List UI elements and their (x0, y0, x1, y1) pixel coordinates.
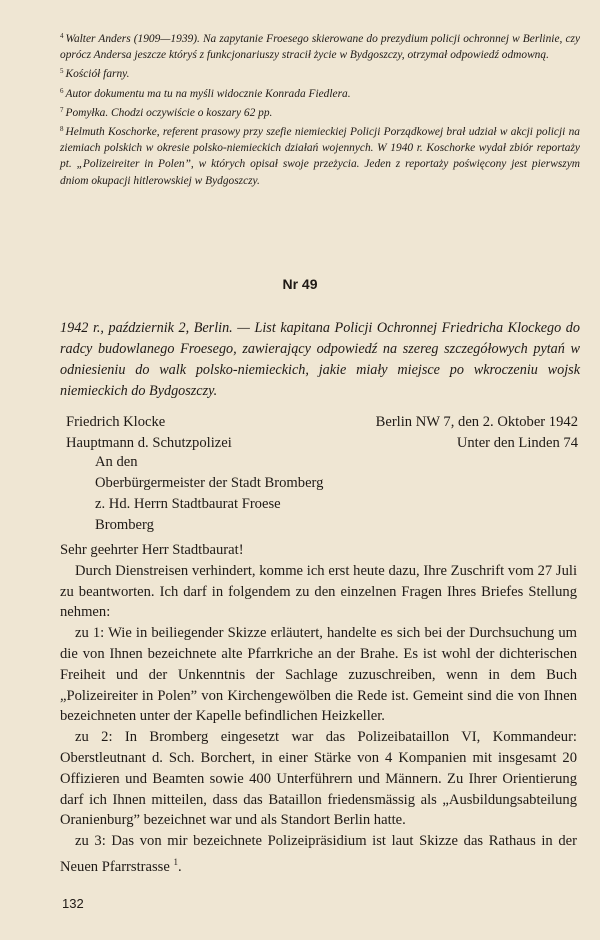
footnote-mark: 4 (60, 32, 64, 40)
page-number: 132 (62, 896, 84, 911)
footnote-5 (60, 63, 580, 82)
footnote-mark: 8 (60, 125, 64, 134)
footnote-reference: 1 (173, 856, 178, 867)
footnote-4 (60, 28, 580, 63)
letter-body (60, 540, 577, 878)
recipient-line: Bromberg (95, 517, 154, 533)
body-paragraph-text: zu 3: Das von mir bezeichnete Polizeipräsidium ist laut Skizze das Rathaus in der Neuen Pfarrstrasse (60, 833, 577, 875)
footnote-mark: 6 (60, 86, 64, 95)
sender-rank: Hauptmann d. Schutzpolizei (66, 435, 232, 451)
footnote-text: Helmuth Koschorke, referent prasowy przy szefie niemieckiej Policji Porządkowej brał udział w akcji policji na ziemiach polskich w okresie polsko-niemieckich działań wojennych. W 1940 r. Koschorke wydał zbiór reportaży pt. „Polizeireiter in Polen”, w których opisał swoje przeżycia. Jeden z reportaży poświęcony jest pierwszym dniom okupacji hitlerowskiej w Bydgoszczy. (60, 126, 580, 187)
body-paragraph: zu 2: In Bromberg eingesetzt war das Polizeibataillon VI, Kommandeur: Oberstleutnant d. Sch. Borchert, in einer Stärke von 4 Kompanien mit insgesamt 20 Offizieren und Beamten sowie 400 Unterführern und Männern. Zu Ihrer Orientierung darf ich Ihnen mitteilen, dass das Bataillon friedensmässig als „Ausbildungsabteilung Oranienburg” bezeichnet war und als Standort Berlin hatte. (60, 729, 577, 829)
footnote-8 (60, 121, 580, 189)
footnote-7 (60, 102, 580, 121)
footnote-mark: 7 (60, 105, 64, 114)
place-date-line: Berlin NW 7, den 2. Oktober 1942 (375, 414, 578, 430)
footnote-text: Walter Anders (1909—1939). Na zapytanie Froesego skierowane do prezydium policji ochronnej w Berlinie, czy oprócz Andersa jeszcze któryś z funkcjonariuszy stracił życie w Bydgoszczy, otrzymał odpowiedź odmowną. (60, 33, 580, 62)
footnote-6 (60, 83, 580, 102)
recipient-line: Oberbürgermeister der Stadt Bromberg (95, 475, 324, 491)
letter-place-date (376, 412, 578, 454)
address-line: Unter den Linden 74 (456, 435, 578, 451)
body-paragraph-last: zu 3: Das von mir bezeichnete Polizeipräsidium ist laut Skizze das Rathaus in der Neuen Pfarrstrasse $^1$. (60, 833, 577, 875)
document-number: Nr 49 (282, 276, 318, 292)
letter-recipient (95, 452, 323, 536)
document-summary: 1942 r., październik 2, Berlin. — List kapitana Policji Ochronnej Friedricha Klockego do radcy budowlanego Froesego, zawierający odpowiedź na szereg szczegółowych pytań w odniesieniu do walk polsko-niemieckich, jakie miały miejsce po wkroczeniu wojsk niemieckich do Bydgoszczy. (60, 320, 580, 399)
body-paragraph: Durch Dienstreisen verhindert, komme ich erst heute dazu, Ihre Zuschrift vom 27 Juli zu beantworten. Ich darf in folgendem zu den einzelnen Fragen Ihres Briefes Stellung nehmen: (60, 562, 577, 621)
salutation: Sehr geehrter Herr Stadtbaurat! (60, 542, 244, 558)
letter-sender (66, 412, 232, 454)
body-paragraph: zu 1: Wie in beiliegender Skizze erläutert, handelte es sich bei der Durchsuchung um die von Ihnen bezeichnete alte Pfarrkriche an der Brahe. Es ist wohl der dichterischen Freiheit und der Unkenntnis der Sachlage zuzuschreiben, wenn in dem Buch „Polizeireiter in Polen” von Kirchengewölben die Rede ist. Gemeint sind die von Ihnen bezeichneten unter der Kapelle befindlichen Heizkeller. (60, 625, 577, 725)
recipient-line: An den (95, 454, 138, 470)
footnote-text: Pomyłka. Chodzi oczywiście o koszary 62 pp. (65, 106, 273, 119)
sender-name: Friedrich Klocke (66, 414, 166, 430)
footnote-mark: 5 (60, 67, 64, 76)
footnote-text: Autor dokumentu ma tu na myśli widocznie Konrada Fiedlera. (65, 87, 351, 100)
recipient-line: z. Hd. Herrn Stadtbaurat Froese (95, 496, 281, 512)
footnote-text: Kościół farny. (65, 68, 130, 81)
footnotes (60, 28, 580, 189)
